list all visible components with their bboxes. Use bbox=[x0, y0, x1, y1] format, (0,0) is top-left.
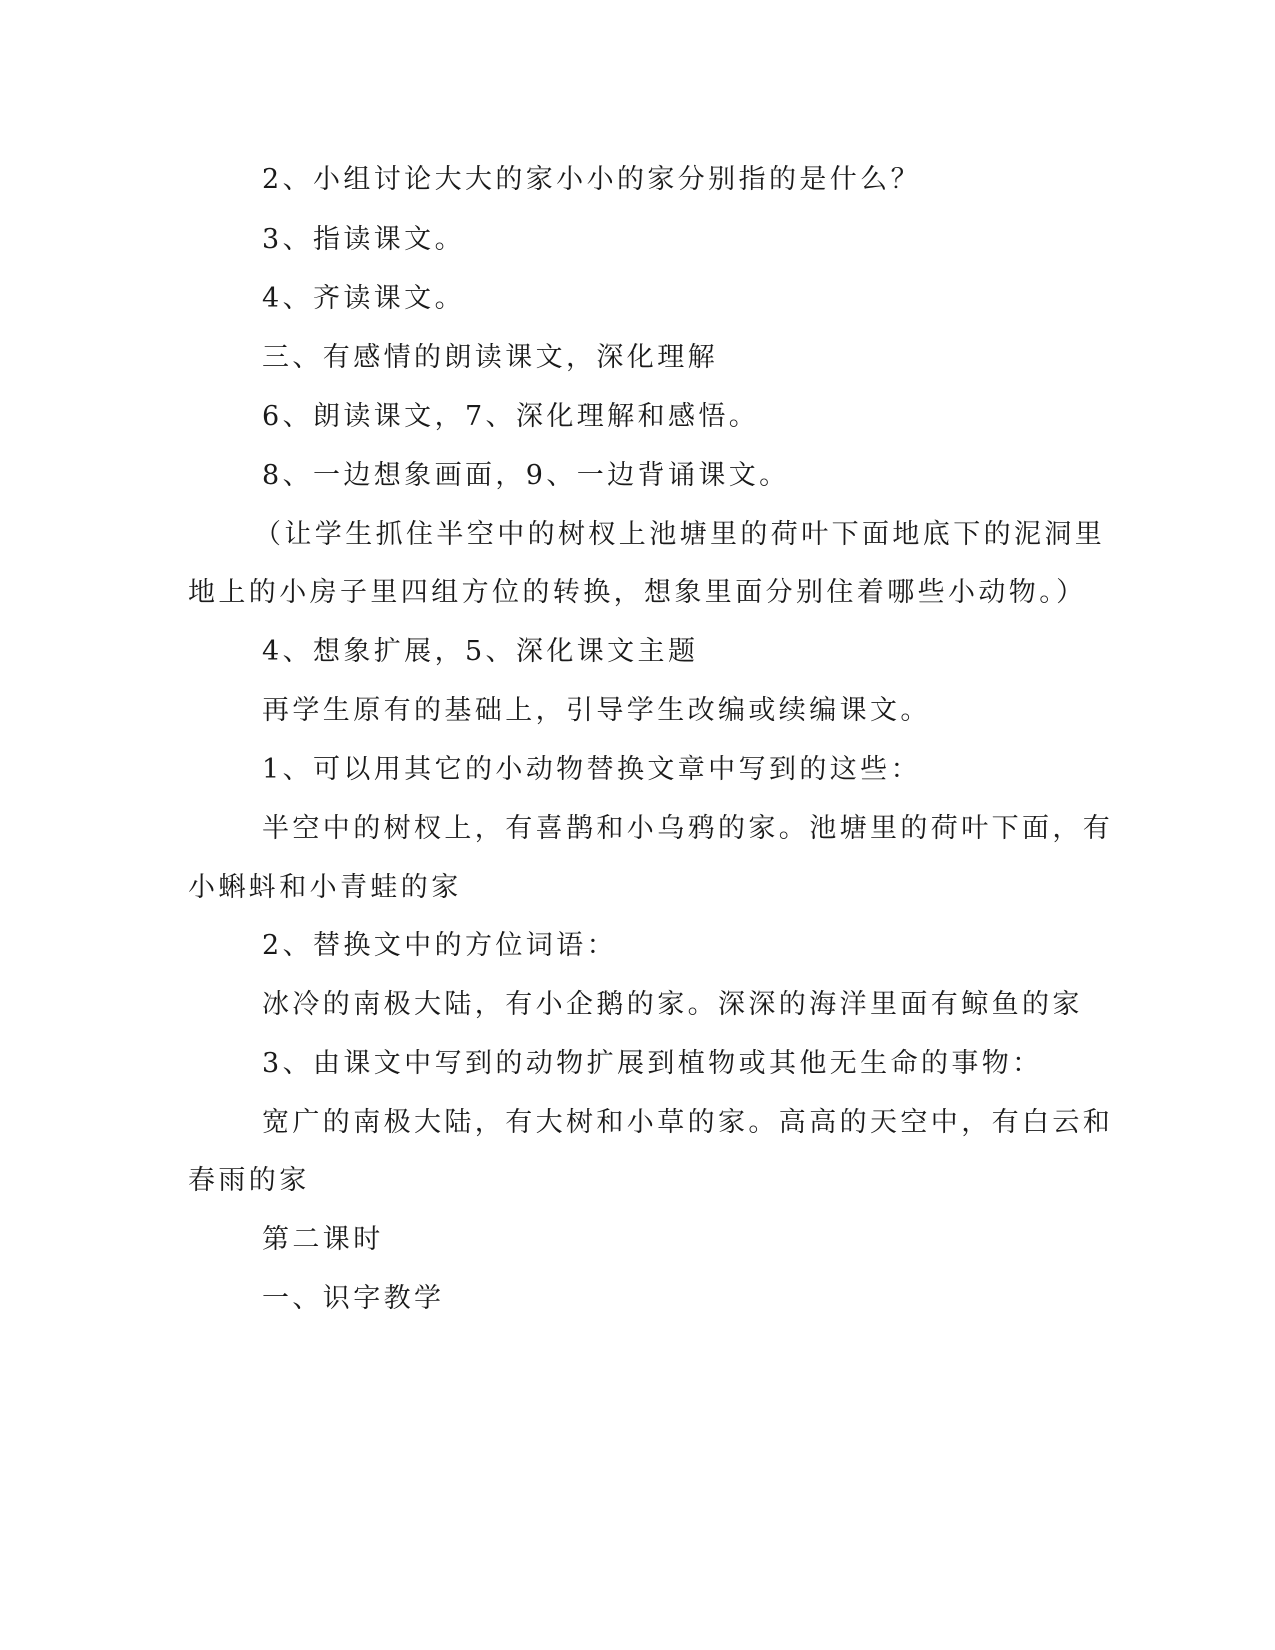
section-heading: 第二课时 bbox=[262, 1224, 384, 1255]
text-line: 三、有感情的朗读课文，深化理解 bbox=[262, 342, 718, 373]
text-line: 半空中的树杈上，有喜鹊和小乌鸦的家。池塘里的荷叶下面，有 bbox=[262, 813, 1114, 844]
text-line: 4、想象扩展，5、深化课文主题 bbox=[262, 636, 699, 667]
text-line: 春雨的家 bbox=[188, 1165, 310, 1196]
text-line: 冰冷的南极大陆，有小企鹅的家。深深的海洋里面有鲸鱼的家 bbox=[262, 989, 1083, 1020]
text-line: 宽广的南极大陆，有大树和小草的家。高高的天空中，有白云和 bbox=[262, 1107, 1114, 1138]
text-line: 再学生原有的基础上，引导学生改编或续编课文。 bbox=[262, 695, 931, 726]
text-line: 2、替换文中的方位词语： bbox=[262, 930, 617, 961]
text-line: 小蝌蚪和小青蛙的家 bbox=[188, 872, 462, 903]
text-line: 4、齐读课文。 bbox=[262, 283, 465, 314]
text-line: 1、可以用其它的小动物替换文章中写到的这些： bbox=[262, 754, 921, 785]
text-line: 3、由课文中写到的动物扩展到植物或其他无生命的事物： bbox=[262, 1048, 1043, 1079]
text-line: 8、一边想象画面，9、一边背诵课文。 bbox=[262, 460, 790, 491]
text-line: 2、小组讨论大大的家小小的家分别指的是什么？ bbox=[262, 164, 921, 195]
section-heading: 一、识字教学 bbox=[262, 1283, 445, 1314]
text-line: 地上的小房子里四组方位的转换，想象里面分别住着哪些小动物。） bbox=[188, 577, 1087, 608]
text-line: （让学生抓住半空中的树杈上池塘里的荷叶下面地底下的泥洞里 bbox=[254, 519, 1106, 550]
text-line: 6、朗读课文，7、深化理解和感悟。 bbox=[262, 401, 760, 432]
text-line: 3、指读课文。 bbox=[262, 224, 465, 255]
